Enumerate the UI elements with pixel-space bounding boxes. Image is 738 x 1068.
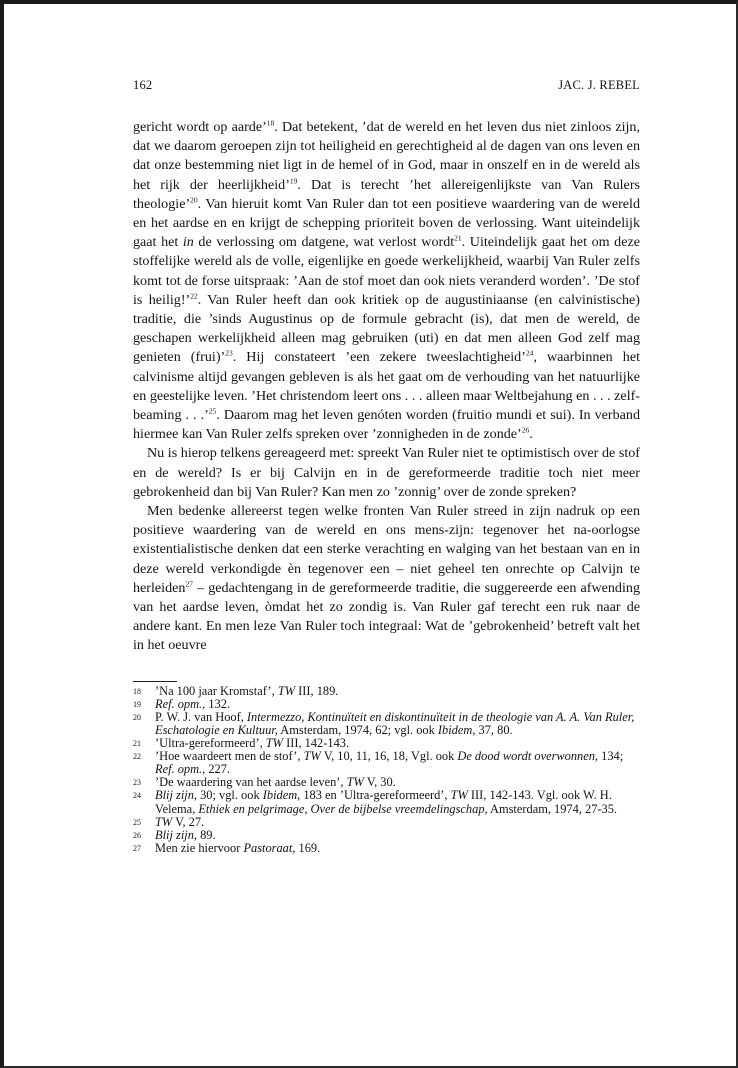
italic-run: Pastoraat,: [243, 840, 296, 855]
text-run: Amsterdam, 1974, 27-35.: [487, 801, 618, 816]
text-run: . Dat betekent, ’dat de wereld en het leven dus niet zinloos zijn, dat we daarom geroepen zijn tot heiligheid en gerechtigheid al de dagen van ons leven en dat onze bestemming niet ligt in de hemel of in God, maar in onszelf en in de wereld als het rijk der heerlijkheid’: [133, 119, 640, 193]
italic-run: TW: [346, 775, 364, 790]
italic-run: Ibidem,: [437, 722, 476, 737]
italic-run: TW: [265, 736, 283, 751]
text-run: III, 189.: [295, 683, 339, 698]
footnote-text: [155, 789, 640, 815]
paragraph-2: [133, 444, 640, 502]
text-run: 183 en ’Ultra-gereformeerd’,: [300, 788, 451, 803]
text-run: 30; vgl. ook: [197, 788, 263, 803]
italic-run: Ref. opm.,: [155, 762, 206, 777]
footnote-item: [133, 711, 640, 737]
italic-run: Ref. opm.: [155, 696, 203, 711]
text-run: . Hij constateert ’een zekere tweeslachtigheid’: [232, 349, 526, 366]
text-run: , 132.: [202, 696, 231, 711]
footnote-number: 27: [133, 843, 141, 853]
text-run: ’Hoe waardeert men de stof’,: [155, 749, 304, 764]
footnote-ref: 18: [266, 118, 275, 128]
footnote-number: 20: [133, 712, 141, 722]
italic-run: TW: [450, 788, 468, 803]
footnote-ref: 25: [208, 406, 217, 416]
footnote-ref: 27: [185, 579, 193, 589]
footnote-number: 22: [133, 752, 141, 762]
italic-run: TW: [155, 814, 173, 829]
italic-run: Ethiek en pelgrimage, Over de bijbelse vreemdelingschap,: [198, 801, 488, 816]
text-run: ’De waardering van het aardse leven’,: [155, 775, 347, 790]
italic-run: Blij zijn,: [155, 827, 197, 842]
italic-run: Intermezzo, Kontinuïteit en diskontinuïteit in de theologie van A. A. Van Ruler, Eschatologie en Kultuur,: [155, 709, 635, 737]
text-run: V, 10, 11, 16, 18, Vgl. ook: [320, 749, 458, 764]
footnote-ref: 20: [190, 195, 198, 205]
footnote-text: [155, 816, 640, 829]
text-run: V, 27.: [172, 814, 205, 829]
italic-run: TW: [277, 683, 296, 698]
footnotes: [133, 685, 640, 855]
footnote-ref: 19: [289, 175, 298, 185]
text-run: . Van Ruler heeft dan ook kritiek op de augustiniaanse (en calvinistische) traditie, die ’sinds Augustinus op de formule gebracht (is), dat men de wereld, de geschapen werkelijkheid alleen mag gebruiken (uti) en dat men alleen God zelf mag genieten (frui)’: [133, 291, 640, 366]
text-run: P. W. J. van Hoof,: [155, 709, 247, 724]
text-run: – gedachtengang in de gereformeerde traditie, die suggereerde een afwending van het aardse leven, òmdat het zo zondig is. Van Ruler gaf terecht een ruk naar de andere kant. En men leze Van Ruler toch integraal: Wat de ’gebrokenheid’ betreft valt het in het oeuvre: [133, 579, 640, 654]
paragraph-1: [133, 118, 640, 444]
text-run: .: [529, 426, 533, 443]
running-head: [133, 78, 640, 93]
italic-run: TW: [303, 749, 321, 764]
footnote-ref: 21: [454, 233, 462, 243]
text-run: ’Ultra-gereformeerd’,: [155, 736, 266, 751]
text-run: . Dat is terecht ’het allereigenlijkste van Van Rulers theologie’: [133, 176, 640, 212]
footnote-number: 18: [133, 686, 141, 696]
footnote-number: 25: [133, 817, 141, 827]
footnote-item: [133, 789, 640, 815]
footnote-number: 26: [133, 830, 141, 840]
text-run: III, 142-143.: [282, 736, 350, 751]
footnote-ref: 23: [225, 348, 233, 358]
text-run: Amsterdam, 1974, 62; vgl. ook: [277, 722, 438, 737]
footnote-item: [133, 842, 640, 855]
text-run: III, 142-143. Vgl. ook W. H. Velema,: [155, 788, 612, 816]
footnote-number: 21: [133, 739, 141, 749]
italic-run: in: [182, 234, 194, 251]
text-run: . Van hieruit komt Van Ruler dan tot een positieve waardering van de wereld en het aardse en en krijgt de schepping prioriteit boven de verlossing. Want uiteindelijk gaat het: [133, 195, 640, 251]
text-run: , waarbinnen het calvinisme altijd gevangen gebleven is als het gaat om de verhouding van het natuurlijke en geestelijke leven. ’Het christendom leert ons . . . alleen maar Weltbejahung en . . . zelf-beaming . . .’: [133, 349, 640, 424]
text-run: 227.: [205, 762, 231, 777]
paragraph-3: [133, 502, 640, 656]
footnote-number: 19: [133, 699, 141, 709]
footnote-number: 24: [133, 791, 141, 801]
page-number: 162: [133, 78, 153, 92]
body-text: [133, 118, 640, 656]
text-run: . Uiteindelijk gaat het om deze stoffelijke wereld als de volle, eigenlijke en goede werkelijkheid, waarbij Van Ruler zelfs komt tot de forse uitspraak: ’Aan de stof moet dan ook niets veranderd worden’. ’De stof is heilig!’: [133, 234, 640, 308]
text-run: gericht wordt op aarde’: [133, 119, 267, 135]
text-run: Men zie hiervoor: [155, 840, 244, 855]
text-run: 89.: [197, 827, 216, 842]
running-title: JAC. J. REBEL: [558, 78, 640, 92]
text-run: ’Na 100 jaar Kromstaf’,: [155, 683, 278, 698]
text-run: 37, 80.: [475, 722, 513, 737]
italic-run: De dood wordt overwonnen,: [457, 749, 599, 764]
footnote-number: 23: [133, 778, 141, 788]
text-run: 134;: [598, 749, 624, 764]
italic-run: Ibidem,: [262, 788, 301, 803]
footnote-text: [155, 842, 640, 855]
footnote-divider: [133, 681, 177, 682]
text-run: 169.: [295, 840, 321, 855]
book-page: [133, 78, 640, 855]
text-run: V, 30.: [363, 775, 396, 790]
footnote-ref: 22: [190, 291, 198, 301]
italic-run: Blij zijn,: [155, 788, 197, 803]
footnote-ref: 24: [525, 348, 534, 358]
text-run: Men bedenke allereerst tegen welke fronten Van Ruler streed in zijn nadruk op een positieve waardering van de wereld en ons mens-zijn: tegenover het na-oorlogse existentialistische denken dat een sterke verachting en walging van het bestaan van en in deze wereld verkondigde èn tegenover een – niet geheel ten onrechte op Calvijn te herleiden: [133, 503, 640, 596]
text-run: Nu is hierop telkens gereageerd met: spreekt Van Ruler niet te optimistisch over de stof en de wereld? Is er bij Calvijn en in de gereformeerde traditie toch niet meer gebrokenheid dan bij Van Ruler? Kan men zo ’zonnig’ over de zonde spreken?: [133, 445, 640, 500]
footnote-text: [155, 711, 640, 737]
footnote-item: [133, 750, 640, 776]
text-run: . Daarom mag het leven genóten worden (fruitio mundi et sui). In verband hiermee kan Van Ruler zelfs spreken over ’zonnigheden in de zonde’: [133, 407, 640, 443]
footnote-text: [155, 750, 640, 776]
footnote-ref: 26: [521, 425, 530, 435]
text-run: de verlossing om datgene, wat verlost wordt: [193, 234, 455, 251]
